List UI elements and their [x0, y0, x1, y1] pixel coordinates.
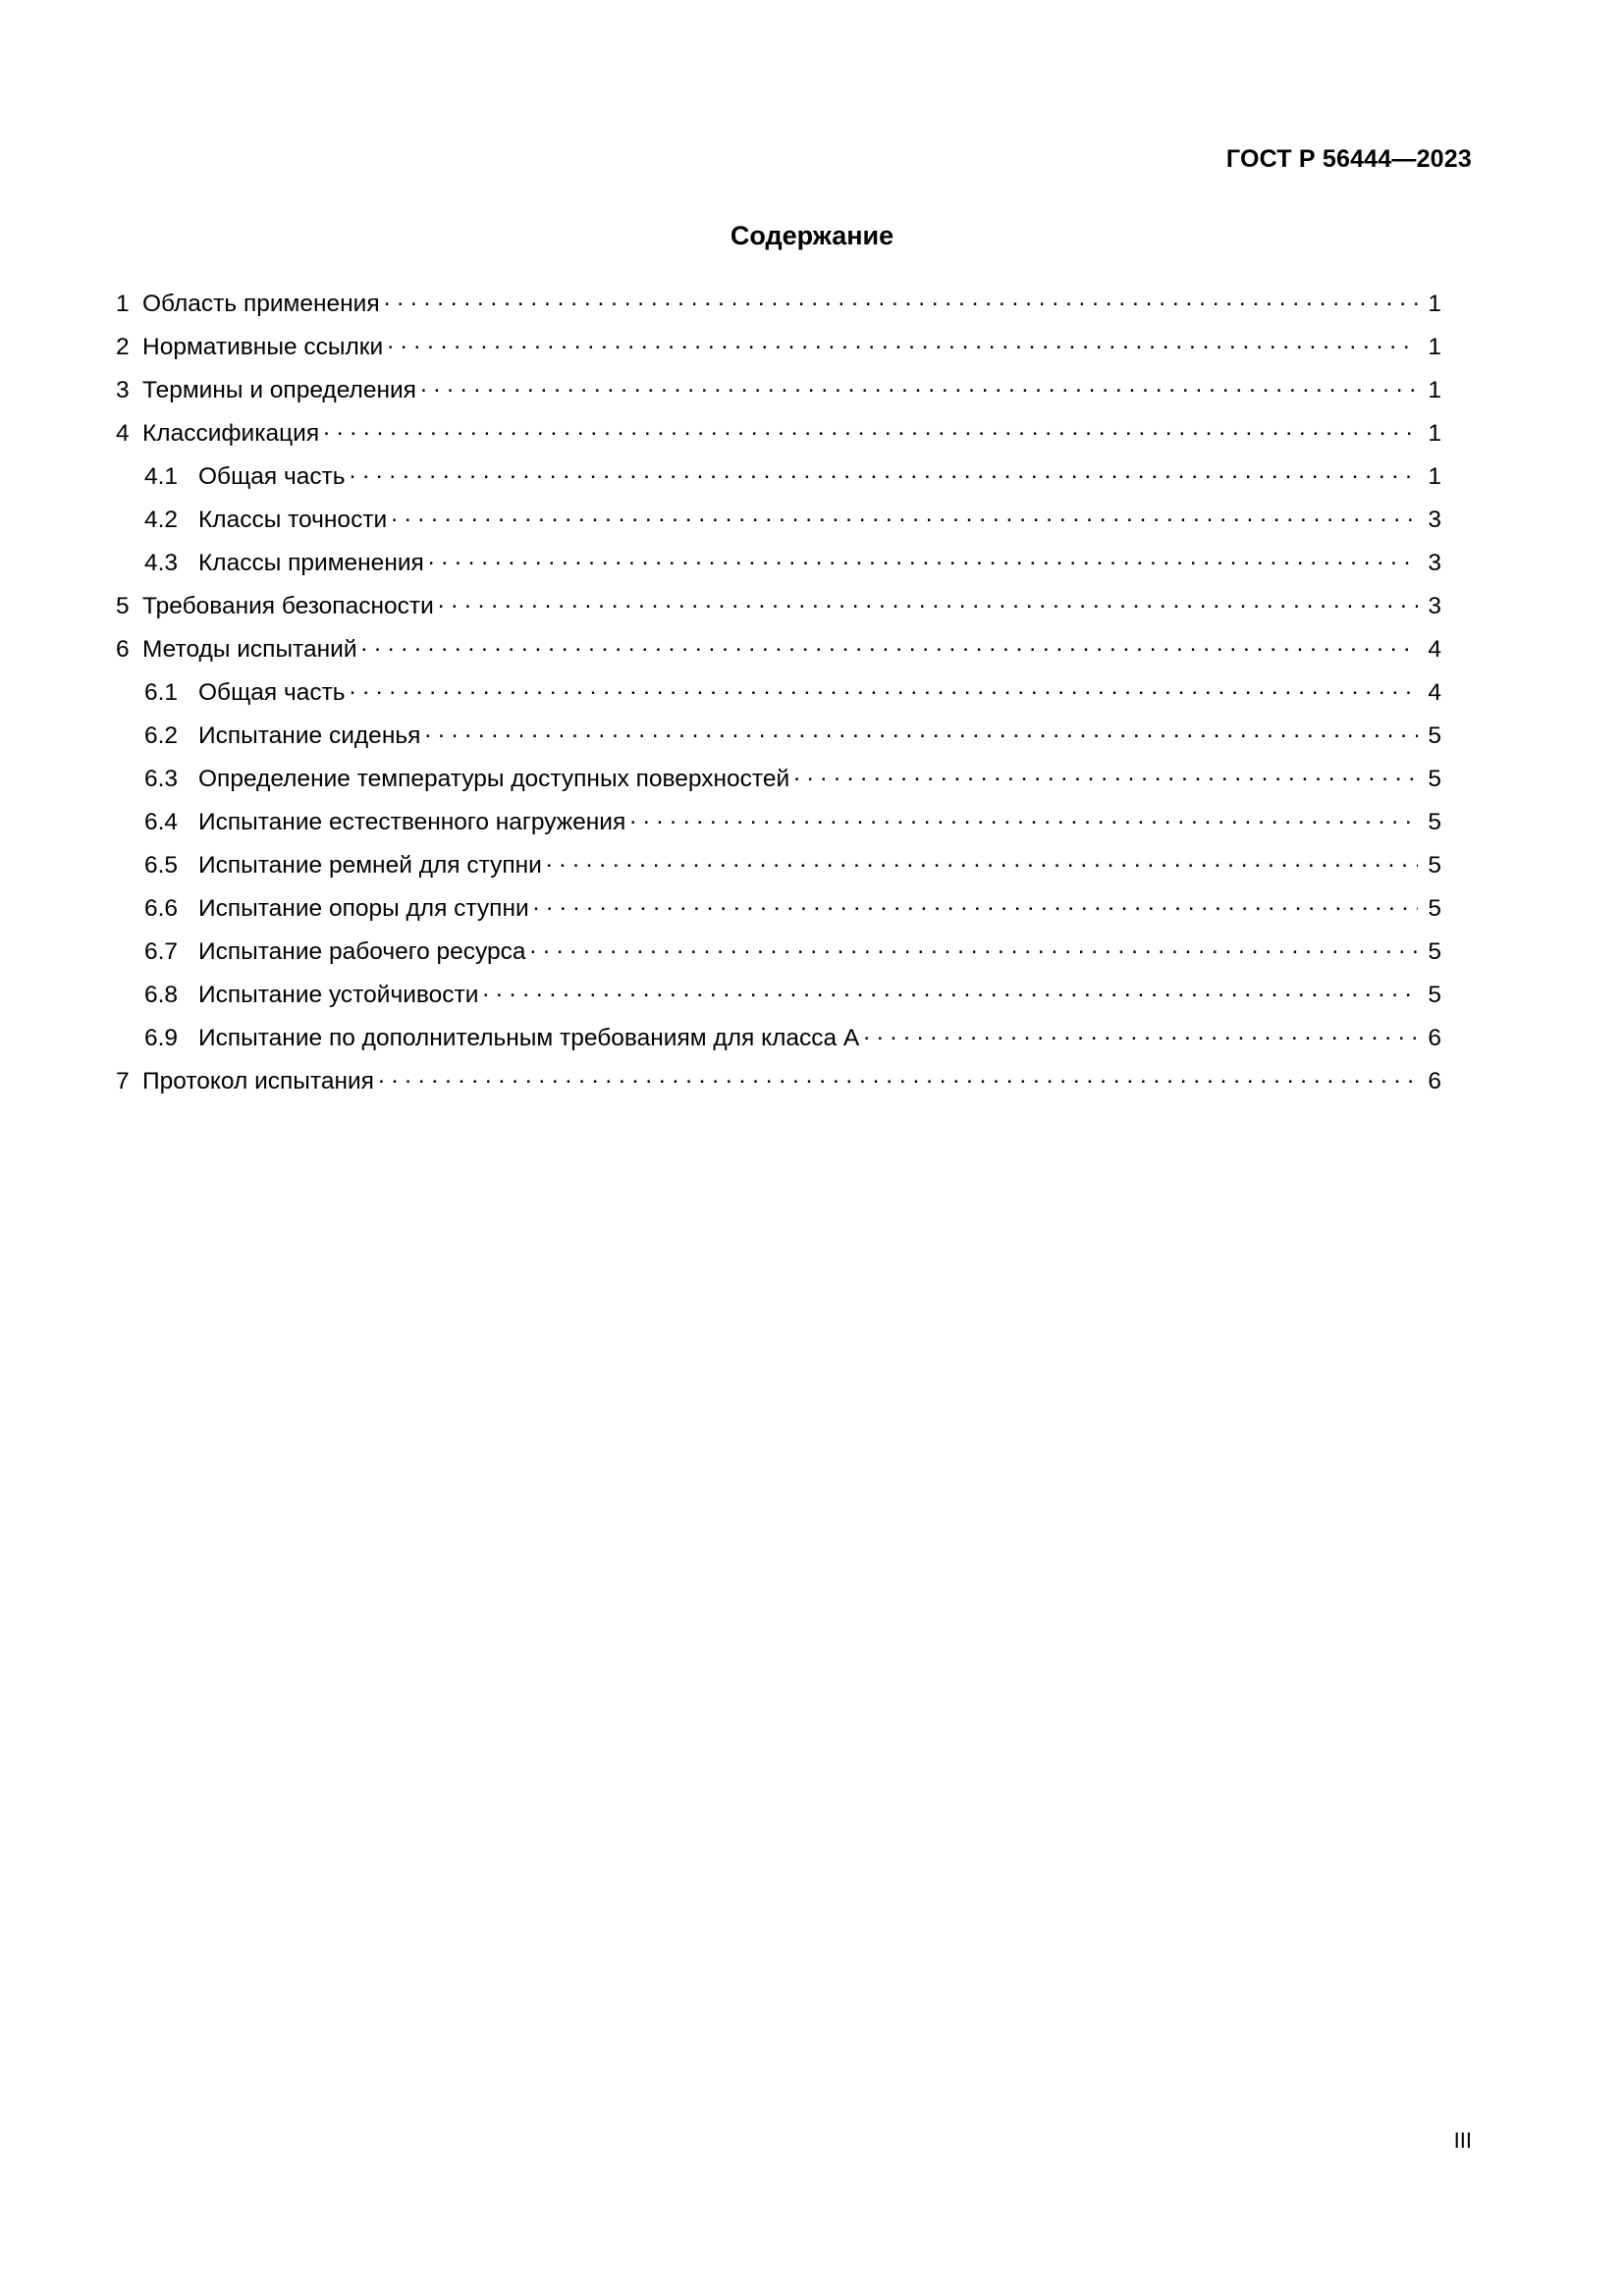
toc-entry-page: 6 [1428, 1024, 1441, 1051]
toc-entry-label: Область применения [142, 290, 380, 317]
toc-entry-leader [391, 503, 1418, 527]
toc-entry-leader [378, 1064, 1418, 1089]
toc-entry-number: 4 [116, 419, 130, 447]
toc-entry-number: 6.1 [144, 678, 179, 706]
toc-entry-leader [361, 632, 1418, 657]
toc-entry-leader [482, 978, 1418, 1002]
toc-entry[interactable] [116, 589, 1441, 632]
toc-entry-label: Протокол испытания [142, 1067, 374, 1095]
toc-entry-leader [533, 891, 1418, 916]
toc-entry-page: 4 [1428, 678, 1441, 706]
toc-entry-page: 3 [1428, 592, 1441, 619]
table-of-contents [116, 287, 1441, 1107]
toc-entry-page: 5 [1428, 894, 1441, 922]
toc-entry-number: 5 [116, 592, 130, 619]
toc-entry-label: Классификация [142, 419, 320, 447]
toc-entry-leader [384, 287, 1418, 311]
toc-entry-number: 4.2 [144, 506, 179, 533]
toc-entry-label: Испытание рабочего ресурса [198, 937, 526, 965]
toc-entry-number: 2 [116, 333, 130, 360]
toc-entry-leader [420, 373, 1418, 398]
toc-entry-page: 5 [1428, 808, 1441, 835]
toc-entry-number: 6.2 [144, 721, 179, 749]
toc-entry-page: 1 [1428, 376, 1441, 403]
toc-entry-label: Классы точности [198, 506, 388, 533]
toc-entry-label: Классы применения [198, 549, 424, 576]
toc-entry-leader [323, 416, 1418, 441]
toc-entry[interactable] [116, 632, 1441, 675]
toc-entry-leader [350, 675, 1418, 700]
toc-entry-label: Испытание опоры для ступни [198, 894, 529, 922]
toc-entry-leader [530, 934, 1418, 959]
toc-entry[interactable] [116, 762, 1441, 805]
toc-entry-label: Термины и определения [142, 376, 416, 403]
toc-entry-page: 4 [1428, 635, 1441, 663]
page-folio: III [1453, 2128, 1472, 2153]
toc-entry-page: 1 [1428, 290, 1441, 317]
toc-entry-page: 5 [1428, 981, 1441, 1008]
page-title: Содержание [730, 221, 894, 250]
toc-entry-label: Методы испытаний [142, 635, 357, 663]
toc-entry-label: Испытание ремней для ступни [198, 851, 542, 879]
standard-number-header: ГОСТ Р 56444—2023 [1225, 145, 1472, 173]
toc-entry-label: Испытание сиденья [198, 721, 421, 749]
toc-entry-leader [546, 848, 1418, 873]
toc-entry-page: 1 [1428, 419, 1441, 447]
toc-entry-number: 1 [116, 290, 130, 317]
toc-entry-leader [424, 719, 1418, 743]
toc-entry-number: 4.1 [144, 462, 179, 490]
toc-entry-number: 7 [116, 1067, 130, 1095]
toc-entry[interactable] [116, 546, 1441, 589]
toc-entry-label: Испытание по дополнительным требованиям для класса А [198, 1024, 860, 1051]
toc-entry-page: 5 [1428, 721, 1441, 749]
toc-entry[interactable] [116, 330, 1441, 373]
toc-entry[interactable] [116, 1064, 1441, 1107]
toc-entry-number: 6.5 [144, 851, 179, 879]
toc-entry-page: 3 [1428, 549, 1441, 576]
toc-entry-number: 4.3 [144, 549, 179, 576]
toc-entry[interactable] [116, 891, 1441, 934]
toc-entry-number: 6.9 [144, 1024, 179, 1051]
toc-entry[interactable] [116, 848, 1441, 891]
toc-entry[interactable] [116, 805, 1441, 848]
toc-entry-page: 1 [1428, 462, 1441, 490]
toc-entry-leader [428, 546, 1418, 570]
toc-entry-leader [387, 330, 1418, 354]
toc-entry-leader [350, 459, 1418, 484]
toc-entry[interactable] [116, 719, 1441, 762]
toc-entry-leader [629, 805, 1418, 829]
toc-entry[interactable] [116, 1021, 1441, 1064]
toc-entry-number: 6.6 [144, 894, 179, 922]
toc-entry-page: 3 [1428, 506, 1441, 533]
toc-entry[interactable] [116, 675, 1441, 719]
toc-entry[interactable] [116, 459, 1441, 503]
toc-entry-page: 1 [1428, 333, 1441, 360]
toc-entry[interactable] [116, 373, 1441, 416]
toc-entry-label: Испытание естественного нагружения [198, 808, 626, 835]
toc-entry-number: 3 [116, 376, 130, 403]
toc-entry-number: 6.7 [144, 937, 179, 965]
toc-entry[interactable] [116, 978, 1441, 1021]
toc-entry-page: 5 [1428, 937, 1441, 965]
toc-entry-leader [863, 1021, 1418, 1045]
toc-entry-number: 6.3 [144, 765, 179, 792]
toc-entry-label: Общая часть [198, 462, 346, 490]
toc-entry[interactable] [116, 503, 1441, 546]
toc-entry-page: 5 [1428, 765, 1441, 792]
toc-entry-page: 5 [1428, 851, 1441, 879]
toc-entry-label: Испытание устойчивости [198, 981, 479, 1008]
toc-entry-label: Общая часть [198, 678, 346, 706]
toc-entry[interactable] [116, 934, 1441, 978]
toc-entry-number: 6.8 [144, 981, 179, 1008]
toc-entry-leader [438, 589, 1418, 614]
toc-entry-label: Требования безопасности [142, 592, 434, 619]
toc-entry-leader [793, 762, 1418, 786]
toc-entry-label: Нормативные ссылки [142, 333, 384, 360]
toc-entry[interactable] [116, 416, 1441, 459]
toc-entry-number: 6.4 [144, 808, 179, 835]
toc-entry-number: 6 [116, 635, 130, 663]
toc-entry[interactable] [116, 287, 1441, 330]
toc-entry-page: 6 [1428, 1067, 1441, 1095]
toc-entry-label: Определение температуры доступных поверхностей [198, 765, 790, 792]
